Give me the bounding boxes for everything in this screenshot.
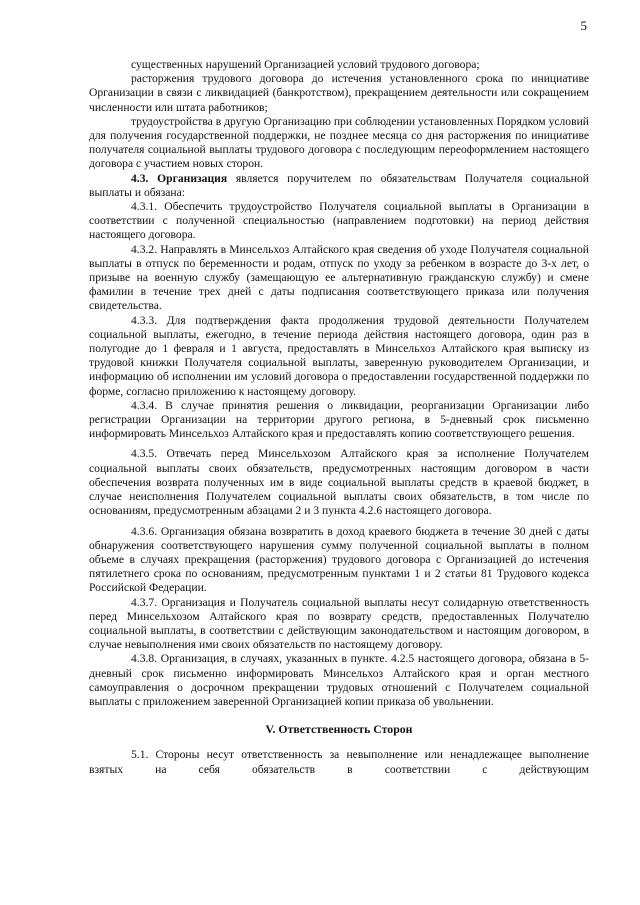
section-title: V. Ответственность Сторон <box>265 722 413 737</box>
document-body <box>89 58 589 777</box>
paragraph: существенных нарушений Организацией условий трудового договора; <box>131 58 480 71</box>
clause-4-3-5: 4.3.5. Отвечать перед Минсельхозом Алтайского края за исполнение Получателем социальной выплаты своих обязательств, предусмотренных настоящим договором в части обеспечения возврата полученных им в виде социальной выплаты средств в краевой бюджет, в случае неисполнения Получателем социальной выплаты своих обязательств, в том числе по основаниям, предусмотренным абзацами 2 и 3 пункта 4.2.6 настоящего договора. <box>89 447 589 518</box>
clause-4-3-1: 4.3.1. Обеспечить трудоустройство Получателя социальной выплаты в Организации в соответствии с полученной специальностью (направлением подготовки) на период действия настоящего договора. <box>89 200 589 242</box>
clause-4-3-6: 4.3.6. Организация обязана возвратить в доход краевого бюджета в течение 30 дней с даты обнаружения соответствующего нарушения сумму полученной социальной выплаты в полном объеме в случаях прекращения (расторжения) трудового договора с Организацией до истечения пятилетнего срока по основаниям, предусмотренным пунктами 1 и 2 статьи 81 Трудового кодекса Российской Федерации. <box>89 524 589 595</box>
page-number: 5 <box>580 18 587 33</box>
clause-4-3-2: 4.3.2. Направлять в Минсельхоз Алтайского края сведения об уходе Получателя социальной выплаты в отпуск по беременности и родам, отпуск по уходу за ребенком в возрасте до 3-х лет, о призыве на военную службу (замещающую ее альтернативную гражданскую службу) и смене фамилии в течение трех дней с даты подписания соответствующего приказа или получения свидетельства. <box>89 242 589 313</box>
clause-5-1: 5.1. Стороны несут ответственность за невыполнение или ненадлежащее выполнение взятых на себя обязательств в соответствии с действующим <box>89 748 589 776</box>
clause-4-3-3: 4.3.3. Для подтверждения факта продолжения трудовой деятельности Получателем социальной выплаты, ежегодно, в течение периода действия настоящего договора, один раз в полугодие до 1 февраля и 1 августа, предоставлять в Минсельхоз Алтайского края выписку из трудовой книжки Получателя социальной выплаты, заверенную руководителем Организации, и информацию об исполнении им условий договора о предоставлении государственной поддержки по форме, согласно приложению к настоящему договору. <box>89 313 589 398</box>
clause-4-3-text: является поручителем по обязательствам Получателя социальной выплаты и обязана: <box>89 171 590 199</box>
clause-4-3 <box>89 172 589 200</box>
paragraph: трудоустройства в другую Организацию при соблюдении установленных Порядком условий для получения государственной поддержки, не позднее месяца со дня расторжения по инициативе получателя социальной выплаты трудового договора с последующим переоформлением настоящего договора с участием новых сторон. <box>89 114 589 171</box>
clause-4-3-heading: 4.3. Организация <box>131 171 228 185</box>
clause-4-3-8: 4.3.8. Организация, в случаях, указанных в пункте. 4.2.5 настоящего договора, обязана в 5-дневный срок письменно информировать Минсельхоз Алтайского края и орган местного самоуправления о досрочном прекращении трудовых отношений с Получателем социальной выплаты с приложением заверенной Организацией копии приказа об увольнении. <box>89 652 589 708</box>
paragraph: расторжения трудового договора до истечения установленного срока по инициативе Организации в связи с ликвидацией (банкротством), прекращением деятельности или сокращением численности или штата работников; <box>89 72 589 114</box>
clause-4-3-4: 4.3.4. В случае принятия решения о ликвидации, реорганизации Организации либо регистрации Организации на территории другого региона, в 5-дневный срок письменно информировать Минсельхоз Алтайского края и предоставлять копию соответствующего решения. <box>89 398 589 441</box>
clause-4-3-7: 4.3.7. Организация и Получатель социальной выплаты несут солидарную ответственность перед Минсельхозом Алтайского края по возврату средств, предоставленных Получателю социальной выплаты, в соответствии с действующим законодательством и настоящим договором, в случае невыполнения ими своих обязательств по настоящему договору. <box>89 595 589 652</box>
